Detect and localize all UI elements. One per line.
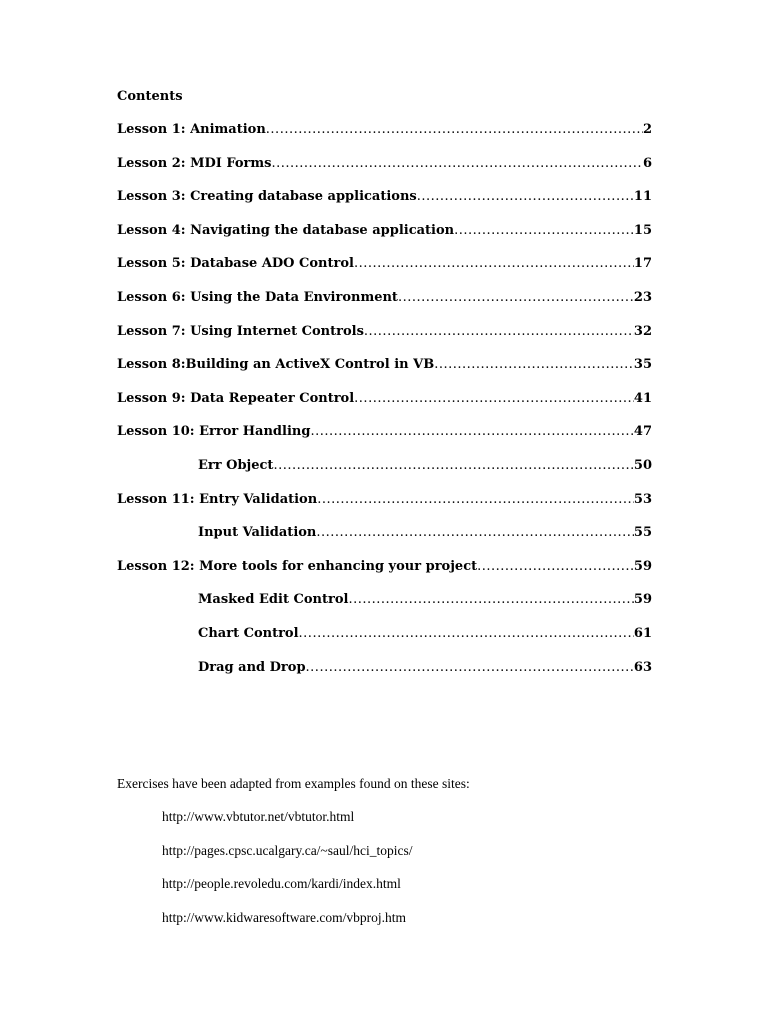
toc-entry-page: 63 xyxy=(633,659,652,675)
toc-entry-page: 55 xyxy=(633,525,652,541)
toc-dot-leader xyxy=(316,524,634,542)
toc-subentry xyxy=(117,524,652,558)
toc-entry-title: Lesson 10: Error Handling xyxy=(117,424,311,440)
toc-entry-title: Lesson 6: Using the Data Environment xyxy=(117,289,398,305)
toc-entry-title: Lesson 9: Data Repeater Control xyxy=(117,390,355,406)
toc-entry-title: Lesson 8:Building an ActiveX Control in VB xyxy=(117,357,435,373)
toc-entry-title: Input Validation xyxy=(198,525,317,541)
toc-entry-title: Lesson 12: More tools for enhancing your project xyxy=(117,558,478,574)
toc-dot-leader xyxy=(299,625,634,643)
sources-intro-text: Exercises have been adapted from examples found on these sites: xyxy=(117,776,470,791)
toc-entry-page: 11 xyxy=(633,189,652,205)
toc-dot-leader xyxy=(310,423,633,441)
toc-entry-title: Lesson 4: Navigating the database application xyxy=(117,222,455,238)
toc-entry-page: 59 xyxy=(633,558,652,574)
toc-entry xyxy=(117,491,652,525)
toc-entry-title: Lesson 2: MDI Forms xyxy=(117,155,272,171)
source-link[interactable]: http://www.kidwaresoftware.com/vbproj.htm xyxy=(162,909,406,925)
toc-dot-leader xyxy=(477,558,634,576)
toc-entry-page: 32 xyxy=(633,323,652,339)
toc-entry-page: 15 xyxy=(633,222,652,238)
toc-entry xyxy=(117,289,652,323)
toc-dot-leader xyxy=(417,188,634,206)
toc-entry-page: 47 xyxy=(633,424,652,440)
toc-entry-title: Lesson 7: Using Internet Controls xyxy=(117,323,364,339)
toc-entry-title: Chart Control xyxy=(198,625,299,641)
toc-subentry xyxy=(117,591,652,625)
toc-entry-page: 53 xyxy=(633,491,652,507)
toc-entry xyxy=(117,323,652,357)
toc-entry xyxy=(117,356,652,390)
toc-subentry xyxy=(117,659,652,693)
toc-entry-title: Masked Edit Control xyxy=(198,592,349,608)
toc-dot-leader xyxy=(354,255,634,273)
toc-entry-page: 23 xyxy=(633,289,652,305)
toc-entry-page: 50 xyxy=(633,457,652,473)
toc-entry xyxy=(117,222,652,256)
toc-entry-title: Lesson 1: Animation xyxy=(117,122,266,137)
toc-entry-page: 61 xyxy=(633,625,652,641)
toc-dot-leader xyxy=(266,121,643,139)
toc-entry xyxy=(117,155,652,189)
table-of-contents xyxy=(117,121,652,692)
toc-entry xyxy=(117,390,652,424)
toc-dot-leader xyxy=(398,289,634,307)
toc-entry-page: 41 xyxy=(633,390,652,406)
toc-dot-leader xyxy=(273,457,633,475)
toc-entry xyxy=(117,255,652,289)
source-link[interactable]: http://pages.cpsc.ucalgary.ca/~saul/hci_topics/ xyxy=(162,842,413,858)
toc-dot-leader xyxy=(434,356,634,374)
toc-entry-page: 17 xyxy=(633,256,652,272)
toc-dot-leader xyxy=(454,222,634,240)
toc-dot-leader xyxy=(317,491,634,509)
toc-entry-title: Lesson 11: Entry Validation xyxy=(117,491,318,507)
toc-entry xyxy=(117,121,652,155)
toc-entry-page: 59 xyxy=(633,592,652,608)
sources-list xyxy=(162,808,412,942)
toc-entry xyxy=(117,423,652,457)
toc-entry-title: Err Object xyxy=(198,457,274,473)
toc-dot-leader xyxy=(354,390,634,408)
toc-dot-leader xyxy=(364,323,634,341)
contents-heading: Contents xyxy=(117,89,183,104)
toc-entry-page: 2 xyxy=(642,122,652,137)
toc-subentry xyxy=(117,625,652,659)
toc-entry-title: Drag and Drop xyxy=(198,659,306,675)
toc-dot-leader xyxy=(271,155,643,173)
toc-entry-title: Lesson 3: Creating database applications xyxy=(117,189,417,205)
toc-entry xyxy=(117,188,652,222)
toc-entry-title: Lesson 5: Database ADO Control xyxy=(117,256,354,272)
source-link[interactable]: http://people.revoledu.com/kardi/index.html xyxy=(162,876,401,892)
toc-entry xyxy=(117,558,652,592)
toc-subentry xyxy=(117,457,652,491)
toc-dot-leader xyxy=(306,659,634,677)
toc-entry-page: 6 xyxy=(642,155,652,171)
source-link[interactable]: http://www.vbtutor.net/vbtutor.html xyxy=(162,809,355,824)
toc-dot-leader xyxy=(348,591,633,609)
toc-entry-page: 35 xyxy=(633,357,652,373)
